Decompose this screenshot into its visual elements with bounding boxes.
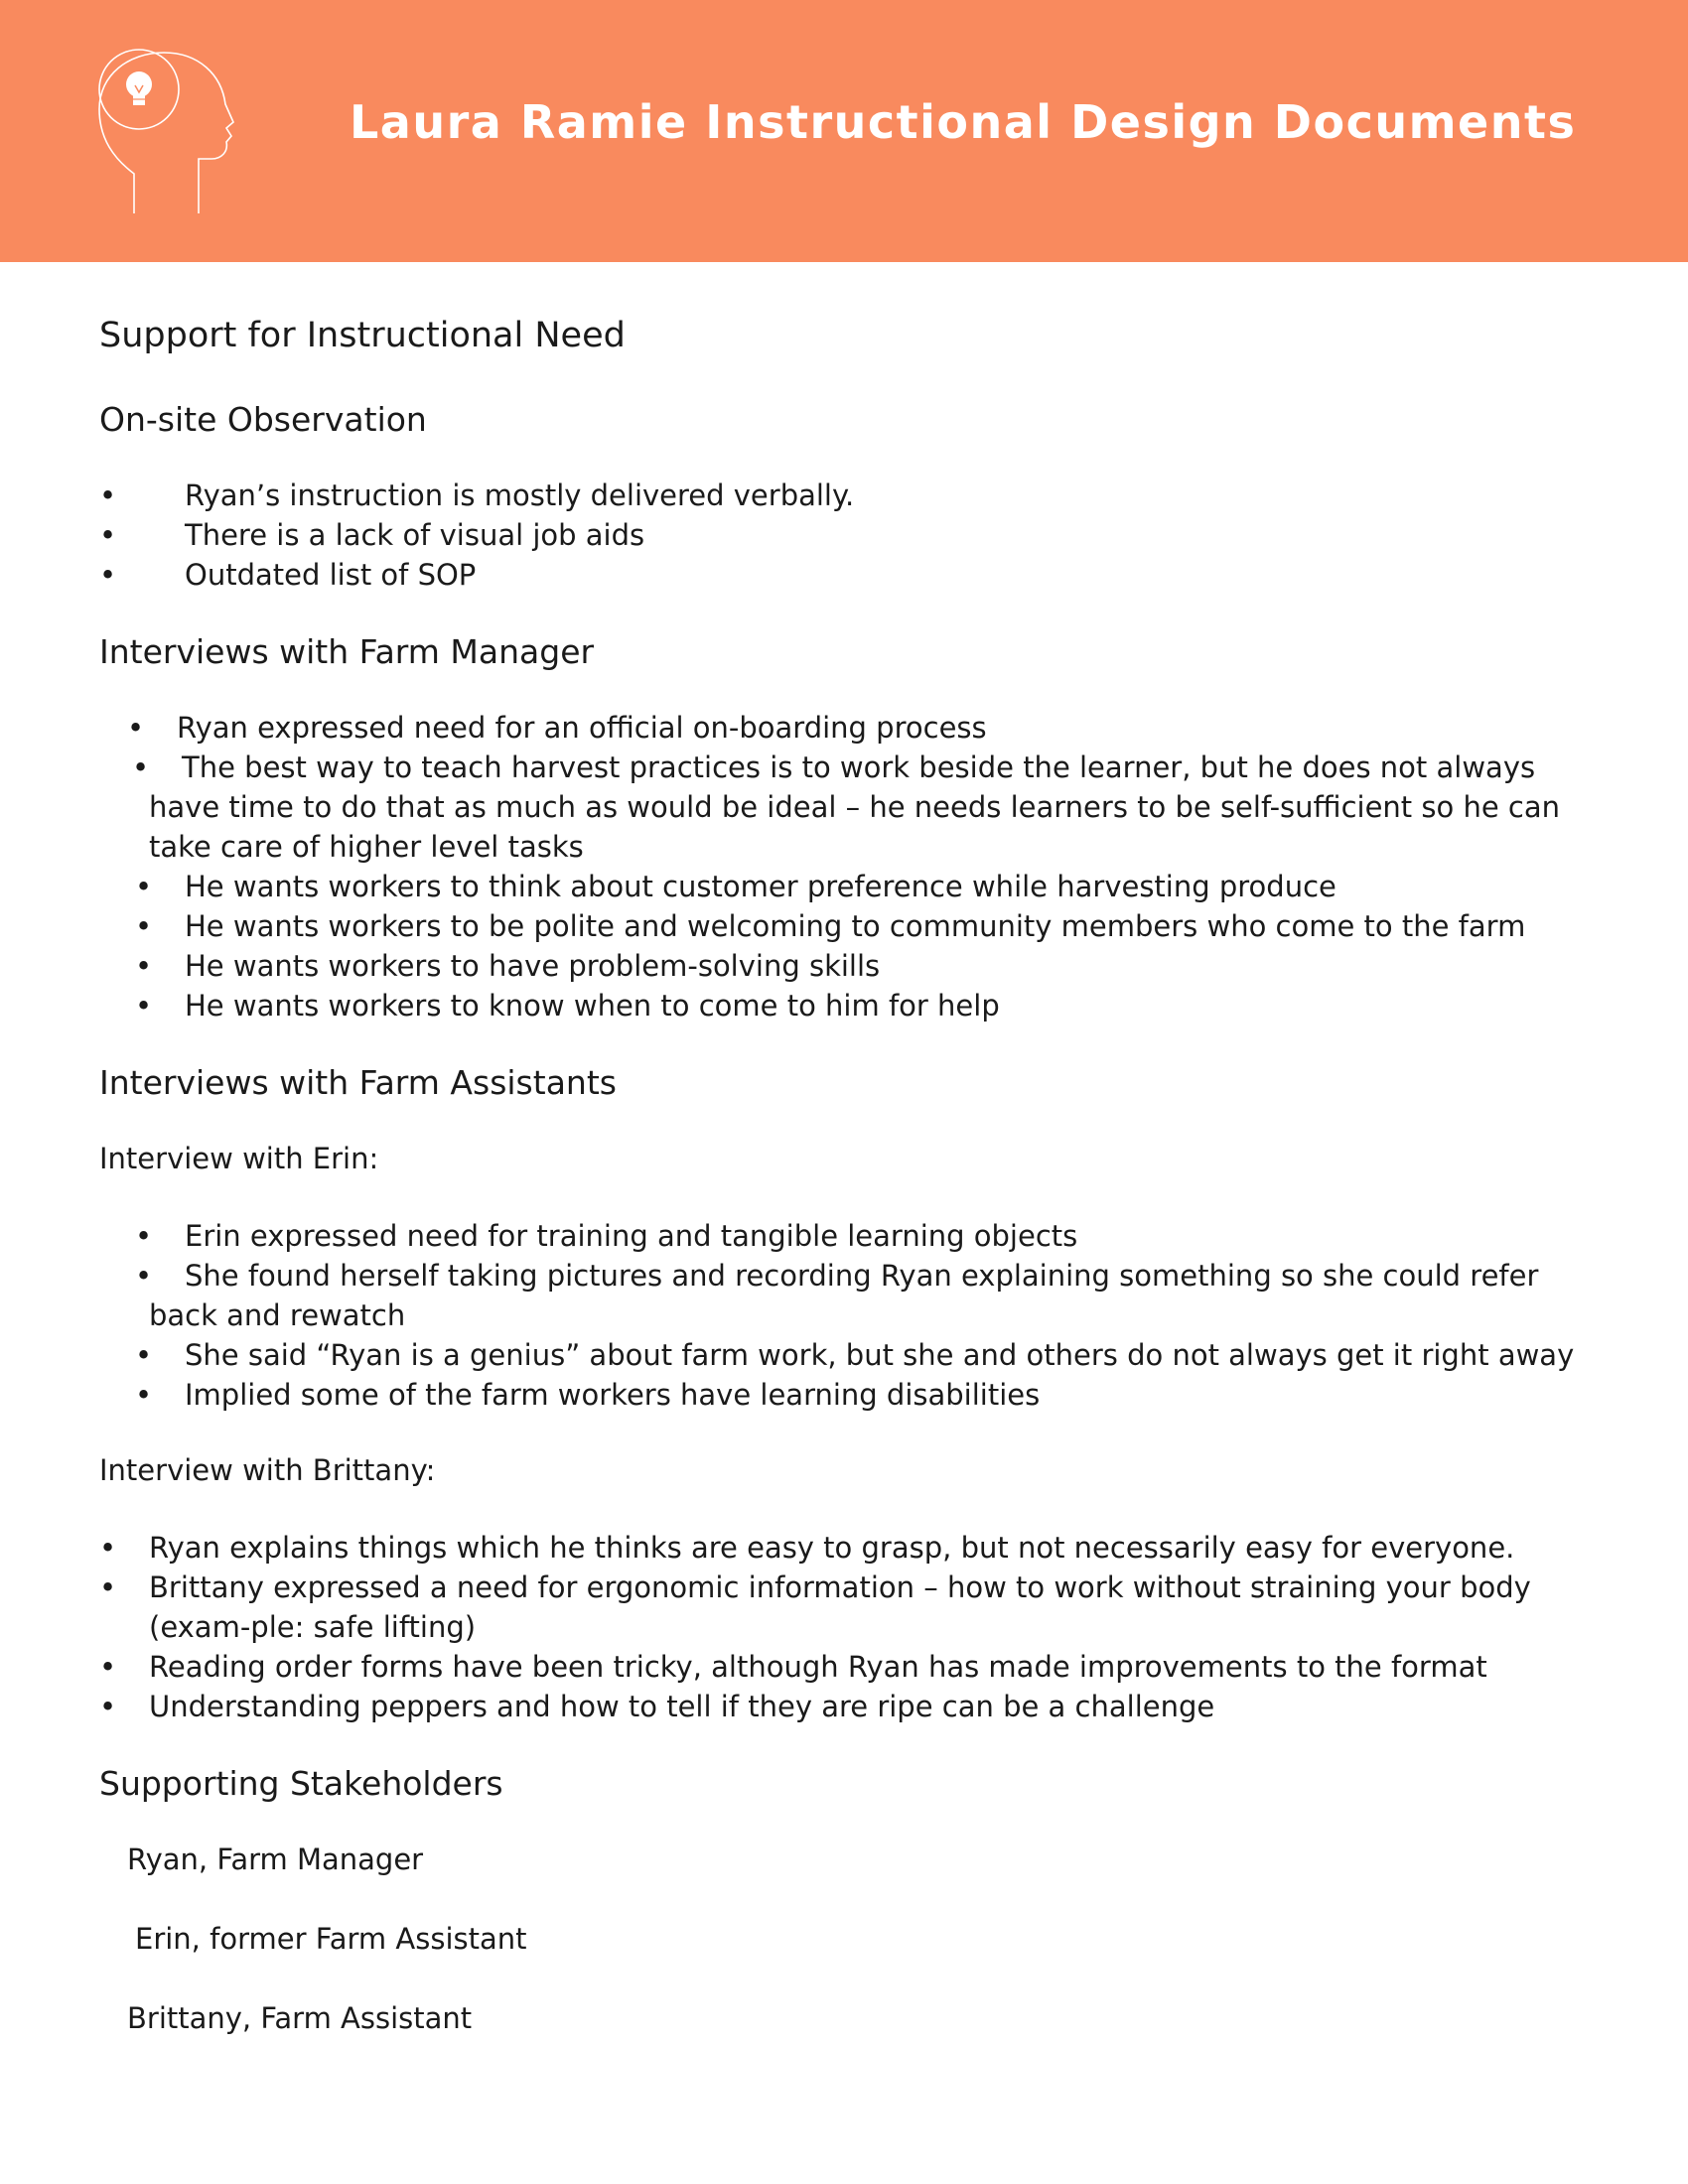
list-item: • Reading order forms have been tricky, although Ryan has made improvements to the format <box>99 1647 1589 1687</box>
list-item: • Ryan explains things which he thinks are easy to grasp, but not necessarily easy for everyone. <box>99 1528 1589 1568</box>
stakeholders-heading: Supporting Stakeholders <box>99 1764 503 1803</box>
brittany-interview-list <box>99 1528 1589 1726</box>
assistants-interviews-heading: Interviews with Farm Assistants <box>99 1063 617 1102</box>
list-item: • Brittany expressed a need for ergonomic information – how to work without straining your body (exam-ple: safe lifting) <box>99 1568 1589 1647</box>
observation-list <box>99 476 1589 595</box>
list-item: • There is a lack of visual job aids <box>99 515 1589 555</box>
erin-interview-list <box>99 1216 1589 1415</box>
list-item: • Understanding peppers and how to tell if they are ripe can be a challenge <box>99 1687 1589 1726</box>
manager-interviews-heading: Interviews with Farm Manager <box>99 632 595 671</box>
list-item: • Outdated list of SOP <box>99 555 1589 595</box>
stakeholder-item: Brittany, Farm Assistant <box>127 2001 473 2035</box>
document-body <box>99 313 1589 2078</box>
list-item: • He wants workers to think about customer preference while harvesting produce <box>99 867 1589 906</box>
list-item: • He wants workers to know when to come to him for help <box>99 986 1589 1025</box>
document-title: Laura Ramie Instructional Design Documents <box>350 95 1577 149</box>
list-item: • Implied some of the farm workers have learning disabilities <box>99 1375 1589 1415</box>
list-item: • She said “Ryan is a genius” about farm work, but she and others do not always get it right away <box>99 1335 1589 1375</box>
erin-interview-intro: Interview with Erin: <box>99 1142 379 1175</box>
list-item: • He wants workers to have problem-solving skills <box>99 946 1589 986</box>
stakeholder-item: Erin, former Farm Assistant <box>135 1922 527 1956</box>
list-item: • Erin expressed need for training and tangible learning objects <box>99 1216 1589 1256</box>
list-item: • The best way to teach harvest practices is to work beside the learner, but he does not always have time to do that as much as would be ideal – he needs learners to be self-sufficient so he can take care of higher level tasks <box>99 748 1589 867</box>
list-item: • Ryan expressed need for an official on-boarding process <box>99 708 1589 748</box>
observation-heading: On-site Observation <box>99 400 427 439</box>
list-item: • Ryan’s instruction is mostly delivered verbally. <box>99 476 1589 515</box>
list-item: • He wants workers to be polite and welcoming to community members who come to the farm <box>99 906 1589 946</box>
stakeholder-item: Ryan, Farm Manager <box>127 1843 424 1876</box>
list-item: • She found herself taking pictures and recording Ryan explaining something so she could refer back and rewatch <box>99 1256 1589 1335</box>
header-band <box>0 0 1688 262</box>
manager-interviews-list <box>99 708 1589 1025</box>
section-title: Support for Instructional Need <box>99 316 626 355</box>
head-lightbulb-icon <box>94 45 243 223</box>
brittany-interview-intro: Interview with Brittany: <box>99 1453 436 1487</box>
